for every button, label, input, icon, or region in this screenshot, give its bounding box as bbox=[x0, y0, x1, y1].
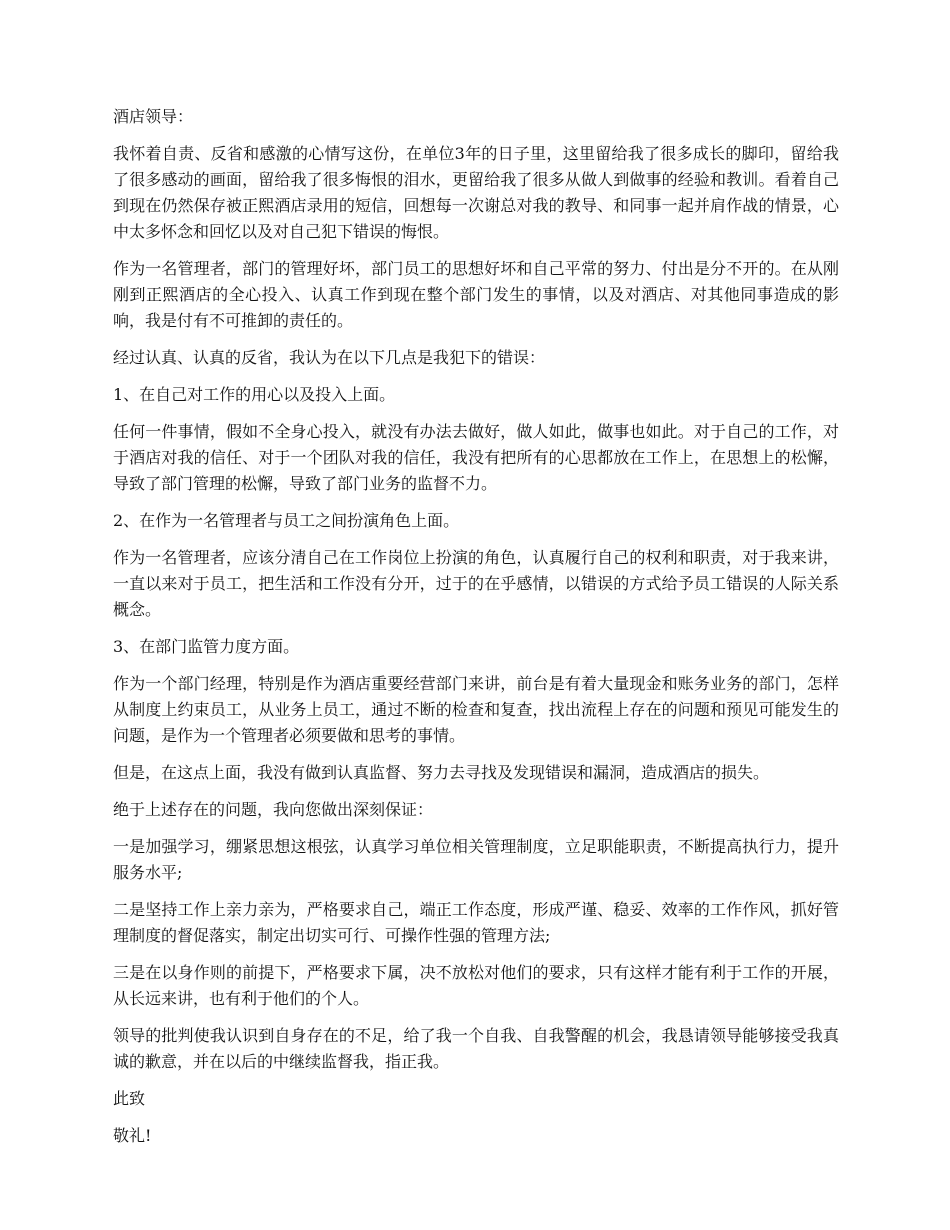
mistake-detail-1: 任何一件事情，假如不全身心投入，就没有办法去做好，做人如此，做事也如此。对于自己的工作，对于酒店对我的信任、对于一个团队对我的信任，我没有把所有的心思都放在工作上，在思想上的松懈，导致了部门管理的松懈，导致了部门业务的监督不力。 bbox=[113, 422, 839, 493]
paragraph-failure: 但是，在这点上面，我没有做到认真监督、努力去寻找及发现错误和漏洞，造成酒店的损失。 bbox=[113, 763, 770, 782]
salutation: 酒店领导： bbox=[113, 107, 194, 126]
paragraph-intro: 我怀着自责、反省和感激的心情写这份，在单位3年的日子里，这里留给我了很多成长的脚印，留给我了很多感动的画面，留给我了很多悔恨的泪水，更留给我了很多从做人到做事的经验和教训。看着自己到现在仍然保存被正熙酒店录用的短信，回想每一次谢总对我的教导、和同事一起并肩作战的情景，心中太多怀念和回忆以及对自己犯下错误的悔恨。 bbox=[113, 144, 839, 241]
paragraph-mistakes-intro: 经过认真、认真的反省，我认为在以下几点是我犯下的错误： bbox=[113, 348, 546, 367]
guarantee-2: 二是坚持工作上亲力亲为，严格要求自己，端正工作态度，形成严谨、稳妥、效率的工作作风，抓好管理制度的督促落实，制定出切实可行、可操作性强的管理方法; bbox=[113, 900, 839, 945]
mistake-detail-2: 作为一名管理者，应该分清自己在工作岗位上扮演的角色，认真履行自己的权利和职责，对于我来讲，一直以来对于员工，把生活和工作没有分开，过于的在乎感情，以错误的方式给予员工错误的人际关系概念。 bbox=[113, 548, 839, 619]
letter-body bbox=[113, 104, 839, 1160]
paragraph-responsibility: 作为一名管理者，部门的管理好坏，部门员工的思想好坏和自己平常的努力、付出是分不开的。在从刚刚到正熙酒店的全心投入、认真工作到现在整个部门发生的事情，以及对酒店、对其他同事造成的影响，我是付有不可推卸的责任的。 bbox=[113, 259, 839, 330]
mistake-heading-3: 3、在部门监管力度方面。 bbox=[113, 637, 300, 656]
guarantee-1: 一是加强学习，绷紧思想这根弦，认真学习单位相关管理制度，立足职能职责，不断提高执行力，提升服务水平; bbox=[113, 837, 839, 882]
closing-line-2: 敬礼! bbox=[113, 1126, 152, 1145]
mistake-heading-2: 2、在作为一名管理者与员工之间扮演角色上面。 bbox=[113, 511, 460, 530]
paragraph-conclusion: 领导的批判使我认识到自身存在的不足，给了我一个自我、自我警醒的机会，我恳请领导能够接受我真诚的歉意，并在以后的中继续监督我，指正我。 bbox=[113, 1026, 839, 1071]
closing-line-1: 此致 bbox=[113, 1089, 146, 1108]
paragraph-guarantee-intro: 绝于上述存在的问题，我向您做出深刻保证： bbox=[113, 800, 434, 819]
guarantee-3: 三是在以身作则的前提下，严格要求下属，决不放松对他们的要求，只有这样才能有利于工作的开展，从长远来讲，也有利于他们的个人。 bbox=[113, 963, 839, 1008]
mistake-heading-1: 1、在自己对工作的用心以及投入上面。 bbox=[113, 385, 396, 404]
mistake-detail-3: 作为一个部门经理，特别是作为酒店重要经营部门来讲，前台是有着大量现金和账务业务的部门，怎样从制度上约束员工，从业务上员工，通过不断的检查和复查，找出流程上存在的问题和预见可能发生的问题，是作为一个管理者必须要做和思考的事情。 bbox=[113, 674, 839, 745]
